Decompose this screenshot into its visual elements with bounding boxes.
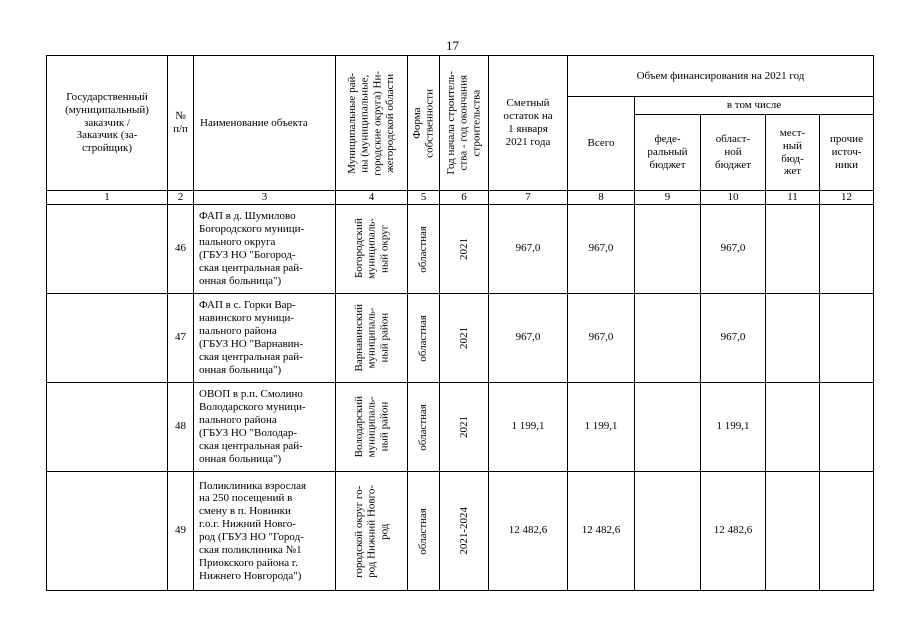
row-federal-budget: [635, 382, 701, 471]
row-district-cell: [336, 293, 408, 382]
row-regional-budget: 1 199,1: [701, 382, 766, 471]
row-federal-budget: [635, 204, 701, 293]
row-ownership: областная: [417, 507, 430, 555]
row-total: 12 482,6: [568, 471, 635, 590]
page-number: 17: [446, 38, 459, 53]
row-regional-budget: 967,0: [701, 204, 766, 293]
row-local-budget: [766, 382, 820, 471]
row-district: Богородский муниципаль- ный округ: [352, 218, 390, 280]
header-years-cell: [440, 56, 489, 191]
header-total: Всего: [568, 97, 635, 191]
column-number: 2: [168, 191, 194, 205]
row-district: Володарский муниципаль- ный район: [352, 396, 390, 458]
row-years-cell: [440, 204, 489, 293]
row-years: 2021: [457, 415, 470, 438]
column-number: 4: [336, 191, 408, 205]
row-ownership: областная: [417, 403, 430, 451]
row-object-name: ФАП в д. Шумилово Богородского муници- пального округа (ГБУЗ НО "Богород- ская центральная рай- онная больница"): [194, 204, 336, 293]
column-number: 12: [820, 191, 874, 205]
row-number: 48: [168, 382, 194, 471]
row-years: 2021: [457, 237, 470, 260]
row-other-sources: [820, 204, 874, 293]
row-estimate-balance: 967,0: [489, 204, 568, 293]
row-other-sources: [820, 293, 874, 382]
row-customer: [47, 293, 168, 382]
row-ownership-cell: [408, 471, 440, 590]
row-district-cell: [336, 204, 408, 293]
header-including: в том числе: [635, 97, 874, 115]
header-federal-budget: феде- ральный бюджет: [635, 115, 701, 191]
table-row: [47, 382, 874, 471]
table-row: [47, 471, 874, 590]
row-years: 2021-2024: [457, 507, 470, 555]
row-object-name: Поликлиника взрослая на 250 посещений в смену в п. Новинки г.о.г. Нижний Новго- род (ГБУЗ НО "Город- ская поликлиника №1 Приокского района г. Нижнего Новгорода"): [194, 471, 336, 590]
row-total: 1 199,1: [568, 382, 635, 471]
row-estimate-balance: 1 199,1: [489, 382, 568, 471]
header-local-budget: мест- ный бюд- жет: [766, 115, 820, 191]
row-ownership-cell: [408, 293, 440, 382]
row-ownership-cell: [408, 382, 440, 471]
column-number: 5: [408, 191, 440, 205]
row-ownership: областная: [417, 314, 430, 362]
row-other-sources: [820, 382, 874, 471]
header-district-cell: [336, 56, 408, 191]
header-regional-budget: област- ной бюджет: [701, 115, 766, 191]
row-years: 2021: [457, 326, 470, 349]
column-number: 1: [47, 191, 168, 205]
table-row: [47, 293, 874, 382]
row-years-cell: [440, 382, 489, 471]
column-number: 7: [489, 191, 568, 205]
column-number: 6: [440, 191, 489, 205]
row-regional-budget: 967,0: [701, 293, 766, 382]
row-number: 46: [168, 204, 194, 293]
column-number: 8: [568, 191, 635, 205]
header-other-sources: прочие источ- ники: [820, 115, 874, 191]
header-district: Муниципальные рай- ны (муниципальные, городские округа) Ни- жегородской области: [346, 70, 397, 176]
header-customer: Государственный (муниципальный) заказчик / Заказчик (за- стройщик): [47, 56, 168, 191]
row-years-cell: [440, 293, 489, 382]
header-row-1: [47, 56, 874, 97]
row-local-budget: [766, 204, 820, 293]
column-number: 9: [635, 191, 701, 205]
header-ownership-cell: [408, 56, 440, 191]
row-district-cell: [336, 471, 408, 590]
row-total: 967,0: [568, 293, 635, 382]
column-numbers-row: [47, 191, 874, 205]
row-number: 47: [168, 293, 194, 382]
row-object-name: ФАП в с. Горки Вар- навинского муници- пального района (ГБУЗ НО "Варнавин- ская центральная рай- онная больница"): [194, 293, 336, 382]
table-row: [47, 204, 874, 293]
row-local-budget: [766, 471, 820, 590]
column-number: 11: [766, 191, 820, 205]
row-federal-budget: [635, 471, 701, 590]
row-ownership: областная: [417, 225, 430, 273]
header-years: Год начала строитель- ства - год окончания строительства: [445, 71, 483, 175]
column-number: 3: [194, 191, 336, 205]
row-district-cell: [336, 382, 408, 471]
header-object-name: Наименование объекта: [194, 56, 336, 191]
row-estimate-balance: 12 482,6: [489, 471, 568, 590]
row-local-budget: [766, 293, 820, 382]
row-customer: [47, 382, 168, 471]
row-estimate-balance: 967,0: [489, 293, 568, 382]
row-ownership-cell: [408, 204, 440, 293]
row-years-cell: [440, 471, 489, 590]
column-number: 10: [701, 191, 766, 205]
header-number: № п/п: [168, 56, 194, 191]
row-district: Варнавинский муниципаль- ный район: [352, 304, 390, 372]
row-customer: [47, 204, 168, 293]
row-customer: [47, 471, 168, 590]
row-other-sources: [820, 471, 874, 590]
financing-table: [46, 55, 874, 591]
row-number: 49: [168, 471, 194, 590]
row-total: 967,0: [568, 204, 635, 293]
header-estimate-balance: Сметный остаток на 1 января 2021 года: [489, 56, 568, 191]
header-funding: Объем финансирования на 2021 год: [568, 56, 874, 97]
row-regional-budget: 12 482,6: [701, 471, 766, 590]
row-district: городской округ го- род Нижний Новго- род: [352, 484, 390, 578]
row-federal-budget: [635, 293, 701, 382]
header-ownership: Форма собственности: [410, 88, 436, 158]
row-object-name: ОВОП в р.п. Смолино Володарского муници- пального района (ГБУЗ НО "Володар- ская центральная рай- онная больница"): [194, 382, 336, 471]
